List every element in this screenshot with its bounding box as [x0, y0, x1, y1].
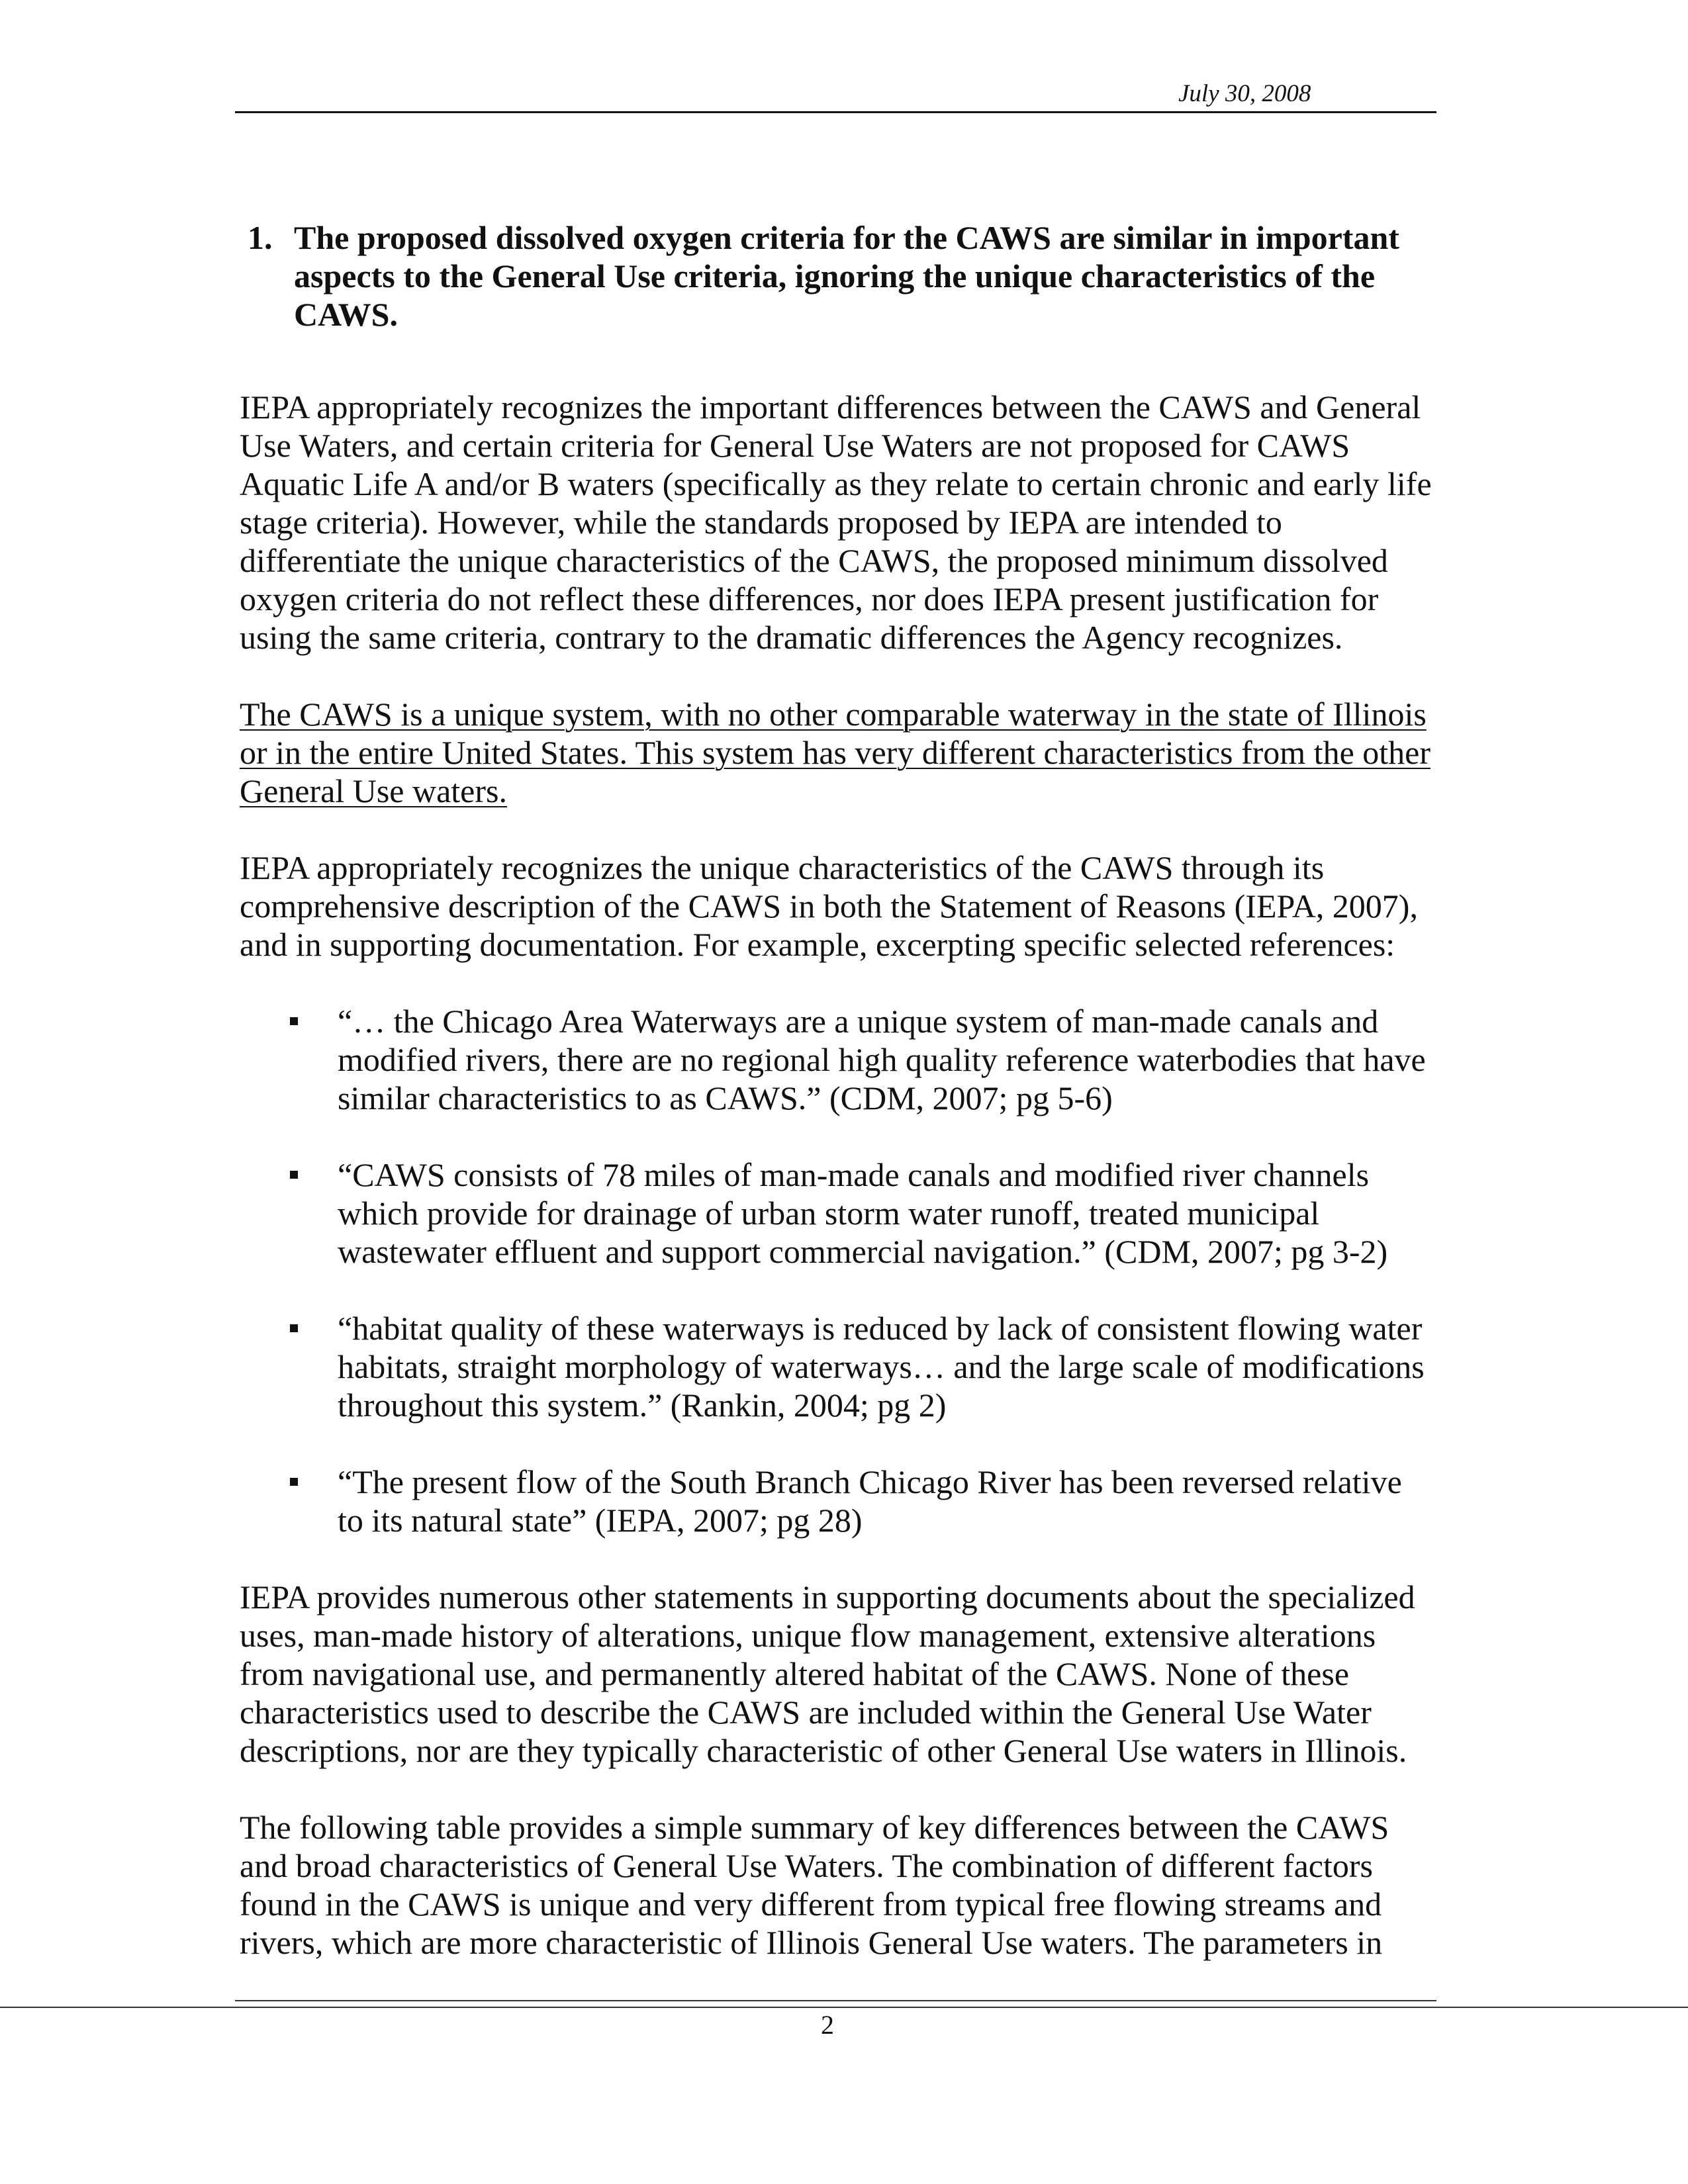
- quote-text: “The present flow of the South Branch Chicago River has been reversed relative to its natural state” (IEPA, 2007; pg 28): [338, 1463, 1402, 1539]
- quote-item: [240, 1463, 1444, 1539]
- quote-item: [240, 1309, 1444, 1424]
- page-number: 2: [821, 2010, 834, 2040]
- section-heading-text: The proposed dissolved oxygen criteria for the CAWS are similar in important aspects to the General Use criteria, ignoring the unique characteristics of the CAWS.: [294, 219, 1399, 333]
- paragraph-1: IEPA appropriately recognizes the important differences between the CAWS and General Use Waters, and certain criteria for General Use Waters are not proposed for CAWS Aquatic Life A and/or B waters (specifically as they relate to certain chronic and early life stage criteria). However, while the standards proposed by IEPA are intended to differentiate the unique characteristics of the CAWS, the proposed minimum dissolved oxygen criteria do not reflect these differences, nor does IEPA present justification for using the same criteria, contrary to the dramatic differences the Agency recognizes.: [240, 388, 1432, 656]
- footer-scan-line: [0, 2007, 1688, 2008]
- paragraph-2-underlined: The CAWS is a unique system, with no other comparable waterway in the state of Illinois or in the entire United States. This system has very different characteristics from the other General Use waters.: [240, 696, 1430, 809]
- quote-item: [240, 1156, 1444, 1271]
- quote-text: “habitat quality of these waterways is reduced by lack of consistent flowing water habitats, straight morphology of waterways… and the large scale of modifications throughout this system.” (Rankin, 2004; pg 2): [338, 1310, 1425, 1424]
- paragraph-4: IEPA provides numerous other statements in supporting documents about the specialized uses, man-made history of alterations, unique flow management, extensive alterations from navigational use, and permanently altered habitat of the CAWS. None of these characteristics used to describe the CAWS are included within the General Use Water descriptions, nor are they typically characteristic of other General Use waters in Illinois.: [240, 1578, 1415, 1769]
- section-number: 1.: [248, 219, 273, 256]
- bullet-square-icon: [290, 1171, 298, 1179]
- section-heading: [248, 218, 1444, 334]
- bullet-square-icon: [290, 1017, 298, 1025]
- header-date: July 30, 2008: [1178, 80, 1311, 107]
- header-rule: [235, 111, 1436, 113]
- quote-text: “CAWS consists of 78 miles of man-made canals and modified river channels which provide for drainage of urban storm water runoff, treated municipal wastewater effluent and support commercial navigation.” (CDM, 2007; pg 3-2): [338, 1156, 1388, 1270]
- quote-list: [240, 1002, 1444, 1539]
- paragraph-5: The following table provides a simple summary of key differences between the CAWS and broad characteristics of General Use Waters. The combination of different factors found in the CAWS is unique and very different from typical free flowing streams and rivers, which are more characteristic of Illinois General Use waters. The parameters in: [240, 1809, 1389, 1961]
- footer-rule: [235, 2000, 1436, 2001]
- bullet-square-icon: [290, 1324, 298, 1332]
- bullet-square-icon: [290, 1478, 298, 1486]
- document-body: [240, 218, 1444, 2000]
- paragraph-3: IEPA appropriately recognizes the unique characteristics of the CAWS through its comprehensive description of the CAWS in both the Statement of Reasons (IEPA, 2007), and in supporting documentation. For example, excerpting specific selected references:: [240, 849, 1418, 963]
- quote-text: “… the Chicago Area Waterways are a unique system of man-made canals and modified rivers, there are no regional high quality reference waterbodies that have similar characteristics to as CAWS.” (CDM, 2007; pg 5-6): [338, 1003, 1426, 1116]
- quote-item: [240, 1002, 1444, 1117]
